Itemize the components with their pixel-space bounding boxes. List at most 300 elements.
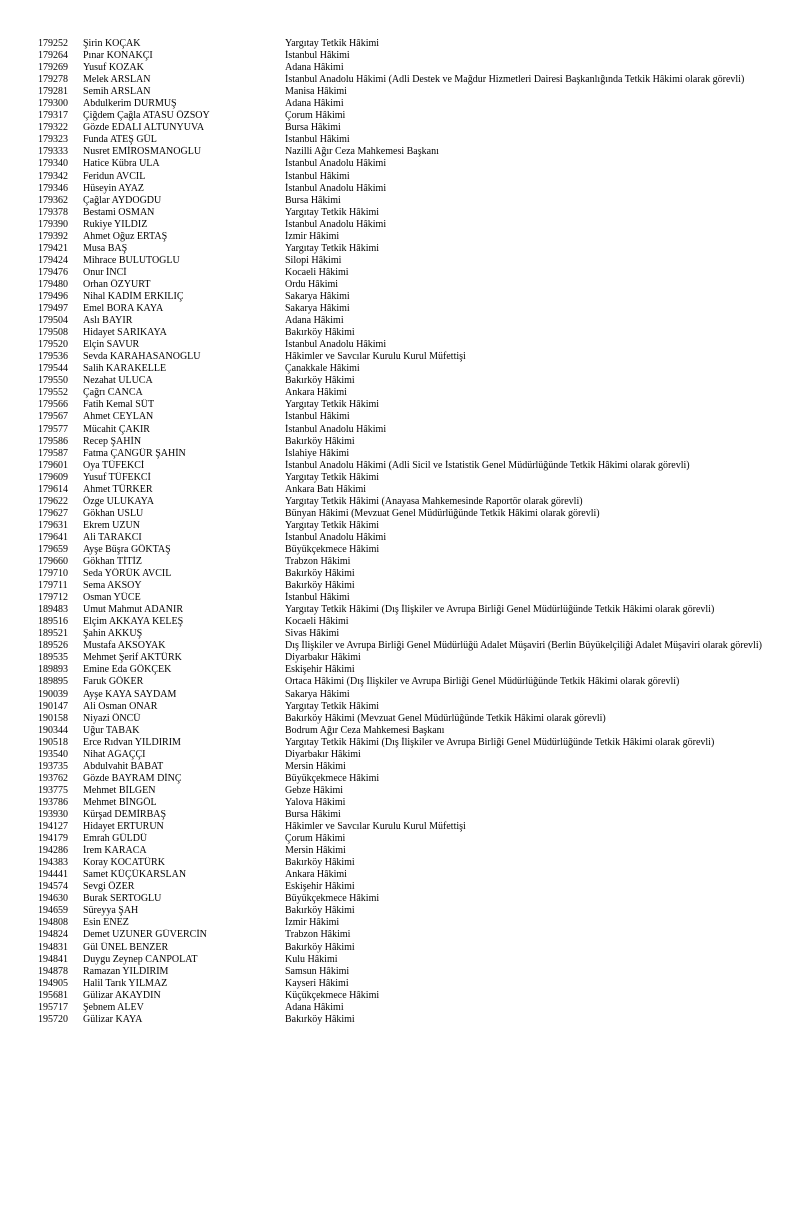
record-id: 179601 [38, 459, 68, 471]
position-title: Küçükçekmece Hâkimi [285, 989, 380, 1001]
person-name: Rukiye YILDIZ [83, 218, 148, 230]
list-item [38, 869, 790, 881]
position-title: Bursa Hâkimi [285, 122, 341, 134]
position-title: İstanbul Hâkimi [285, 134, 350, 146]
list-item [38, 291, 790, 303]
position-title: İstanbul Anadolu Hâkimi [285, 182, 387, 194]
position-title: Yalova Hâkimi [285, 796, 346, 808]
record-id: 179504 [38, 315, 68, 327]
list-item [38, 484, 790, 496]
list-item [38, 821, 790, 833]
person-name: Çağlar AYDOĞDU [83, 194, 162, 206]
record-id: 195717 [38, 1001, 68, 1013]
person-name: Gözde EDALI ALTUNYUVA [83, 122, 205, 134]
list-item [38, 110, 790, 122]
list-item [38, 942, 790, 954]
position-title: Yargıtay Tetkik Hâkimi [285, 700, 380, 712]
person-name: Hidayet ERTURUN [83, 821, 164, 833]
position-title: Bakırköy Hâkimi [285, 375, 355, 387]
person-name: Mihrace BULUTOĞLU [83, 254, 180, 266]
position-title: Gebze Hâkimi [285, 784, 344, 796]
list-item [38, 38, 790, 50]
list-item [38, 98, 790, 110]
list-item [38, 1014, 790, 1026]
record-id: 189535 [38, 652, 68, 664]
list-item [38, 183, 790, 195]
position-title: Yargıtay Tetkik Hâkimi (Anayasa Mahkemesinde Raportör olarak görevli) [285, 495, 583, 507]
person-name: Halil Tarık YILMAZ [83, 977, 168, 989]
position-title: Diyarbakır Hâkimi [285, 748, 361, 760]
person-name: Şahin AKKUŞ [83, 628, 143, 640]
position-title: Eskişehir Hâkimi [285, 664, 355, 676]
record-id: 194831 [38, 941, 68, 953]
person-name: Esin ENEZ [83, 917, 129, 929]
position-title: Adana Hâkimi [285, 62, 344, 74]
list-item [38, 701, 790, 713]
record-id: 193786 [38, 796, 68, 808]
record-id: 193762 [38, 772, 68, 784]
record-id: 179378 [38, 206, 68, 218]
list-item [38, 797, 790, 809]
position-title: Bakırköy Hâkimi [285, 580, 355, 592]
record-id: 179281 [38, 86, 68, 98]
list-item [38, 460, 790, 472]
person-name: Özge ULUKAYA [83, 495, 155, 507]
position-title: Yargıtay Tetkik Hâkimi [285, 471, 380, 483]
list-item [38, 833, 790, 845]
person-name: Salih KARAKELLE [83, 363, 167, 375]
record-id: 190039 [38, 688, 68, 700]
person-name: Abdulvahit BABAT [83, 760, 164, 772]
person-name: Ahmet Oğuz ERTAŞ [83, 230, 168, 242]
position-title: Büyükçekmece Hâkimi [285, 772, 380, 784]
record-id: 179614 [38, 483, 68, 495]
person-name: Gül ÜNEL BENZER [83, 941, 169, 953]
record-id: 179362 [38, 194, 68, 206]
person-name: Ali Osman ONAR [83, 700, 158, 712]
record-id: 179340 [38, 158, 68, 170]
person-name: Kürşad DEMİRBAŞ [83, 809, 167, 820]
record-id: 194824 [38, 929, 68, 941]
position-title: Bursa Hâkimi [285, 809, 341, 820]
list-item [38, 363, 790, 375]
person-name: Koray KOCATÜRK [83, 857, 165, 869]
list-item [38, 749, 790, 761]
person-name: Osman YÜCE [83, 592, 141, 604]
position-title: Yargıtay Tetkik Hâkimi (Dış İlişkiler ve Avrupa Birliği Genel Müdürlüğünde Tetkik Hâkimi olarak görevli) [285, 736, 715, 748]
position-title: Bakırköy Hâkimi [285, 327, 355, 339]
position-title: Yargıtay Tetkik Hâkimi [285, 38, 380, 49]
list-item [38, 50, 790, 62]
position-title: İstanbul Anadolu Hâkimi [285, 339, 387, 351]
person-name: Onur İNCİ [83, 266, 127, 278]
position-title: Trabzon Hâkimi [285, 556, 351, 568]
position-title: Ankara Hâkimi [285, 387, 347, 399]
record-id: 190158 [38, 712, 68, 724]
record-id: 179520 [38, 339, 68, 351]
list-item [38, 544, 790, 556]
position-title: Yargıtay Tetkik Hâkimi [285, 399, 380, 411]
person-name: Feridun AVCIL [83, 170, 146, 182]
person-name: Burak SERTOĞLU [83, 893, 162, 905]
list-item [38, 74, 790, 86]
record-id: 179392 [38, 230, 68, 242]
list-item [38, 207, 790, 219]
position-title: Yargıtay Tetkik Hâkimi (Dış İlişkiler ve Avrupa Birliği Genel Müdürlüğünde Tetkik Hâkimi olarak görevli) [285, 604, 715, 616]
list-item [38, 966, 790, 978]
position-title: İstanbul Hâkimi [285, 592, 350, 604]
list-item [38, 652, 790, 664]
list-item [38, 171, 790, 183]
list-item [38, 448, 790, 460]
position-title: Adana Hâkimi [285, 315, 344, 327]
person-name: Gökhan USLU [83, 507, 144, 519]
record-id: 194383 [38, 857, 68, 869]
record-id: 189483 [38, 604, 68, 616]
list-item [38, 351, 790, 363]
record-id: 189895 [38, 676, 68, 688]
record-id: 193735 [38, 760, 68, 772]
position-title: İstanbul Anadolu Hâkimi [285, 158, 387, 170]
position-title: Bakırköy Hâkimi [285, 905, 355, 917]
person-name: Ahmet TÜRKER [83, 483, 153, 495]
record-id: 179252 [38, 38, 68, 49]
list-item [38, 158, 790, 170]
person-name: Funda ATEŞ GÜL [83, 134, 157, 146]
record-id: 179333 [38, 146, 68, 158]
record-id: 179659 [38, 543, 68, 555]
record-id: 179476 [38, 266, 68, 278]
list-item [38, 954, 790, 966]
position-title: İslahiye Hâkimi [285, 447, 350, 459]
position-title: İzmir Hâkimi [285, 917, 340, 929]
position-title: Nazilli Ağır Ceza Mahkemesi Başkanı [285, 146, 439, 158]
position-title: Ordu Hâkimi [285, 278, 339, 290]
position-title: İstanbul Anadolu Hâkimi (Adli Sicil ve İstatistik Genel Müdürlüğünde Tetkik Hâkimi olarak görevli) [285, 459, 690, 471]
person-name: Melek ARSLAN [83, 74, 151, 86]
list-item [38, 785, 790, 797]
record-id: 179577 [38, 423, 68, 435]
list-item [38, 616, 790, 628]
position-title: Bakırköy Hâkimi [285, 435, 355, 447]
person-name: Mehmet BİNGÖL [83, 796, 157, 808]
record-id: 179421 [38, 242, 68, 254]
list-item [38, 243, 790, 255]
position-title: İzmir Hâkimi [285, 230, 340, 242]
person-name: Çiğdem Çağla ATASU ÖZSOY [83, 110, 210, 122]
position-title: Bakırköy Hâkimi (Mevzuat Genel Müdürlüğünde Tetkik Hâkimi olarak görevli) [285, 712, 606, 724]
record-id: 189526 [38, 640, 68, 652]
list-item [38, 761, 790, 773]
list-item [38, 580, 790, 592]
person-name: Ali TARAKCI [83, 531, 142, 543]
list-item [38, 532, 790, 544]
person-name: Pınar KONAKÇI [83, 50, 153, 62]
person-name: Bestami OSMAN [83, 206, 155, 218]
record-id: 179631 [38, 519, 68, 531]
list-item [38, 315, 790, 327]
position-title: Ankara Hâkimi [285, 869, 347, 881]
list-item [38, 508, 790, 520]
record-id: 194878 [38, 965, 68, 977]
person-name: Nihat AĞAÇÇI [83, 748, 146, 760]
person-name: Gülizar KAYA [83, 1013, 143, 1025]
person-name: Yusuf TÜFEKCİ [83, 471, 151, 483]
list-item [38, 640, 790, 652]
list-item [38, 279, 790, 291]
list-item [38, 86, 790, 98]
position-title: Bodrum Ağır Ceza Mahkemesi Başkanı [285, 724, 445, 736]
position-title: Mersin Hâkimi [285, 845, 346, 857]
person-name: Nusret EMİROSMANOĞLU [83, 146, 202, 158]
list-item [38, 62, 790, 74]
record-id: 194286 [38, 845, 68, 857]
record-id: 193775 [38, 784, 68, 796]
person-name: Niyazi ÖNCÜ [83, 712, 141, 724]
position-title: Samsun Hâkimi [285, 965, 350, 977]
list-item [38, 411, 790, 423]
record-id: 179496 [38, 290, 68, 302]
record-id: 190518 [38, 736, 68, 748]
record-id: 179497 [38, 303, 68, 315]
record-id: 179660 [38, 556, 68, 568]
position-title: Adana Hâkimi [285, 1001, 344, 1013]
personnel-list [38, 38, 790, 1026]
person-name: Hüseyin AYAZ [83, 182, 145, 194]
record-id: 179424 [38, 254, 68, 266]
record-id: 179552 [38, 387, 68, 399]
position-title: Büyükçekmece Hâkimi [285, 893, 380, 905]
position-title: Kocaeli Hâkimi [285, 266, 349, 278]
list-item [38, 881, 790, 893]
person-name: Emrah GÜLDÜ [83, 833, 148, 845]
position-title: İstanbul Hâkimi [285, 170, 350, 182]
person-name: Faruk GÖKER [83, 676, 144, 688]
person-name: Musa BAŞ [83, 242, 128, 254]
position-title: Yargıtay Tetkik Hâkimi [285, 242, 380, 254]
record-id: 179390 [38, 218, 68, 230]
position-title: Bakırköy Hâkimi [285, 1013, 355, 1025]
person-name: Mehmet Şerif AKTÜRK [83, 652, 182, 664]
list-item [38, 917, 790, 929]
list-item [38, 122, 790, 134]
person-name: Hidayet SARIKAYA [83, 327, 167, 339]
person-name: Mehmet BİLGEN [83, 784, 156, 796]
person-name: Süreyya ŞAH [83, 905, 139, 917]
person-name: Fatma ÇANGÜR ŞAHİN [83, 447, 186, 459]
list-item [38, 773, 790, 785]
position-title: Bakırköy Hâkimi [285, 857, 355, 869]
person-name: Emine Eda GÖKÇEK [83, 664, 172, 676]
list-item [38, 664, 790, 676]
position-title: İstanbul Hâkimi [285, 411, 350, 423]
person-name: Mücahit ÇAKIR [83, 423, 150, 435]
list-item [38, 809, 790, 821]
person-name: Seda YÖRÜK AVCIL [83, 568, 172, 580]
record-id: 179323 [38, 134, 68, 146]
person-name: Uğur TABAK [83, 724, 140, 736]
record-id: 179480 [38, 278, 68, 290]
record-id: 194905 [38, 977, 68, 989]
person-name: Abdulkerim DURMUŞ [83, 98, 177, 110]
position-title: Yargıtay Tetkik Hâkimi [285, 206, 380, 218]
position-title: Çanakkale Hâkimi [285, 363, 360, 375]
record-id: 179586 [38, 435, 68, 447]
list-item [38, 725, 790, 737]
person-name: Ramazan YILDIRIM [83, 965, 169, 977]
list-item [38, 845, 790, 857]
record-id: 179536 [38, 351, 68, 363]
record-id: 190344 [38, 724, 68, 736]
list-item [38, 520, 790, 532]
list-item [38, 592, 790, 604]
person-name: Hatice Kübra ULA [83, 158, 160, 170]
person-name: Yusuf KOZAK [83, 62, 144, 74]
record-id: 179711 [38, 580, 68, 592]
position-title: Eskişehir Hâkimi [285, 881, 355, 893]
position-title: Kulu Hâkimi [285, 953, 338, 965]
position-title: Hâkimler ve Savcılar Kurulu Kurul Müfettişi [285, 351, 466, 363]
person-name: Orhan ÖZYURT [83, 278, 151, 290]
position-title: Bakırköy Hâkimi [285, 941, 355, 953]
record-id: 189893 [38, 664, 68, 676]
record-id: 194441 [38, 869, 68, 881]
record-id: 179641 [38, 531, 68, 543]
list-item [38, 568, 790, 580]
record-id: 179317 [38, 110, 68, 122]
list-item [38, 857, 790, 869]
position-title: İstanbul Hâkimi [285, 50, 350, 62]
person-name: Şebnem ALEV [83, 1001, 144, 1013]
person-name: Çağrı CANCA [83, 387, 143, 399]
person-name: İrem KARACA [83, 845, 147, 857]
list-item [38, 219, 790, 231]
person-name: Ekrem UZUN [83, 519, 140, 531]
position-title: Trabzon Hâkimi [285, 929, 351, 941]
position-title: Ortaca Hâkimi (Dış İlişkiler ve Avrupa Birliği Genel Müdürlüğünde Tetkik Hâkimi olarak görevli) [285, 676, 680, 688]
record-id: 193930 [38, 809, 68, 820]
record-id: 194127 [38, 821, 68, 833]
record-id: 194574 [38, 881, 68, 893]
record-id: 179550 [38, 375, 68, 387]
position-title: Bünyan Hâkimi (Mevzuat Genel Müdürlüğünde Tetkik Hâkimi olarak görevli) [285, 507, 600, 519]
record-id: 179264 [38, 50, 68, 62]
record-id: 179278 [38, 74, 68, 86]
person-name: Sema AKSOY [83, 580, 142, 592]
list-item [38, 905, 790, 917]
list-item [38, 255, 790, 267]
person-name: Sevgi ÖZER [83, 881, 135, 893]
person-name: Elçin SAVUR [83, 339, 140, 351]
position-title: Yargıtay Tetkik Hâkimi [285, 519, 380, 531]
list-item [38, 267, 790, 279]
position-title: Sakarya Hâkimi [285, 303, 350, 315]
record-id: 179710 [38, 568, 68, 580]
list-item [38, 496, 790, 508]
position-title: İstanbul Anadolu Hâkimi (Adli Destek ve Mağdur Hizmetleri Dairesi Başkanlığında Tetkik Hâkimi olarak görevli) [285, 74, 745, 86]
list-item [38, 339, 790, 351]
list-item [38, 436, 790, 448]
person-name: Gökhan TİTİZ [83, 556, 142, 568]
list-item [38, 929, 790, 941]
record-id: 179627 [38, 507, 68, 519]
position-title: İstanbul Anadolu Hâkimi [285, 423, 387, 435]
position-title: Silopi Hâkimi [285, 254, 342, 266]
list-item [38, 1002, 790, 1014]
list-item [38, 327, 790, 339]
record-id: 179622 [38, 495, 68, 507]
position-title: İstanbul Anadolu Hâkimi [285, 531, 387, 543]
list-item [38, 134, 790, 146]
person-name: Şirin KOÇAK [83, 38, 141, 49]
person-name: Semih ARSLAN [83, 86, 151, 98]
position-title: Hâkimler ve Savcılar Kurulu Kurul Müfettişi [285, 821, 466, 833]
record-id: 179544 [38, 363, 68, 375]
position-title: Bakırköy Hâkimi [285, 568, 355, 580]
record-id: 195681 [38, 989, 68, 1001]
position-title: Sivas Hâkimi [285, 628, 340, 640]
record-id: 179567 [38, 411, 68, 423]
position-title: Çorum Hâkimi [285, 110, 346, 122]
list-item [38, 893, 790, 905]
person-name: Nezahat ULUCA [83, 375, 153, 387]
position-title: Mersin Hâkimi [285, 760, 346, 772]
position-title: Çorum Hâkimi [285, 833, 346, 845]
record-id: 194841 [38, 953, 68, 965]
record-id: 179508 [38, 327, 68, 339]
person-name: Nihal KADİM ERKILIÇ [83, 290, 184, 302]
list-item [38, 375, 790, 387]
position-title: Sakarya Hâkimi [285, 290, 350, 302]
person-name: Ayşe KAYA SAYDAM [83, 688, 177, 700]
record-id: 194179 [38, 833, 68, 845]
person-name: Emel BORA KAYA [83, 303, 164, 315]
position-title: Diyarbakır Hâkimi [285, 652, 361, 664]
list-item [38, 604, 790, 616]
person-name: Gözde BAYRAM DİNÇ [83, 772, 182, 784]
record-id: 189516 [38, 616, 68, 628]
position-title: Ankara Batı Hâkimi [285, 483, 367, 495]
position-title: Dış İlişkiler ve Avrupa Birliği Genel Müdürlüğü Adalet Müşaviri (Berlin Büyükelçiliği Adalet Müşaviri olarak görevli) [285, 640, 762, 652]
list-item [38, 990, 790, 1002]
list-item [38, 713, 790, 725]
record-id: 179322 [38, 122, 68, 134]
person-name: Mustafa AKSOYAK [83, 640, 166, 652]
list-item [38, 628, 790, 640]
record-id: 179342 [38, 170, 68, 182]
record-id: 189521 [38, 628, 68, 640]
list-item [38, 676, 790, 688]
person-name: Demet UZUNER GÜVERCİN [83, 929, 207, 941]
position-title: Bursa Hâkimi [285, 194, 341, 206]
record-id: 194659 [38, 905, 68, 917]
record-id: 190147 [38, 700, 68, 712]
record-id: 194630 [38, 893, 68, 905]
record-id: 194808 [38, 917, 68, 929]
record-id: 179566 [38, 399, 68, 411]
list-item [38, 978, 790, 990]
position-title: Kayseri Hâkimi [285, 977, 349, 989]
position-title: Adana Hâkimi [285, 98, 344, 110]
person-name: Aslı BAYIR [83, 315, 133, 327]
list-item [38, 303, 790, 315]
list-item [38, 556, 790, 568]
person-name: Samet KÜÇÜKARSLAN [83, 869, 187, 881]
record-id: 179300 [38, 98, 68, 110]
position-title: Kocaeli Hâkimi [285, 616, 349, 628]
list-item [38, 737, 790, 749]
person-name: Recep ŞAHİN [83, 435, 142, 447]
